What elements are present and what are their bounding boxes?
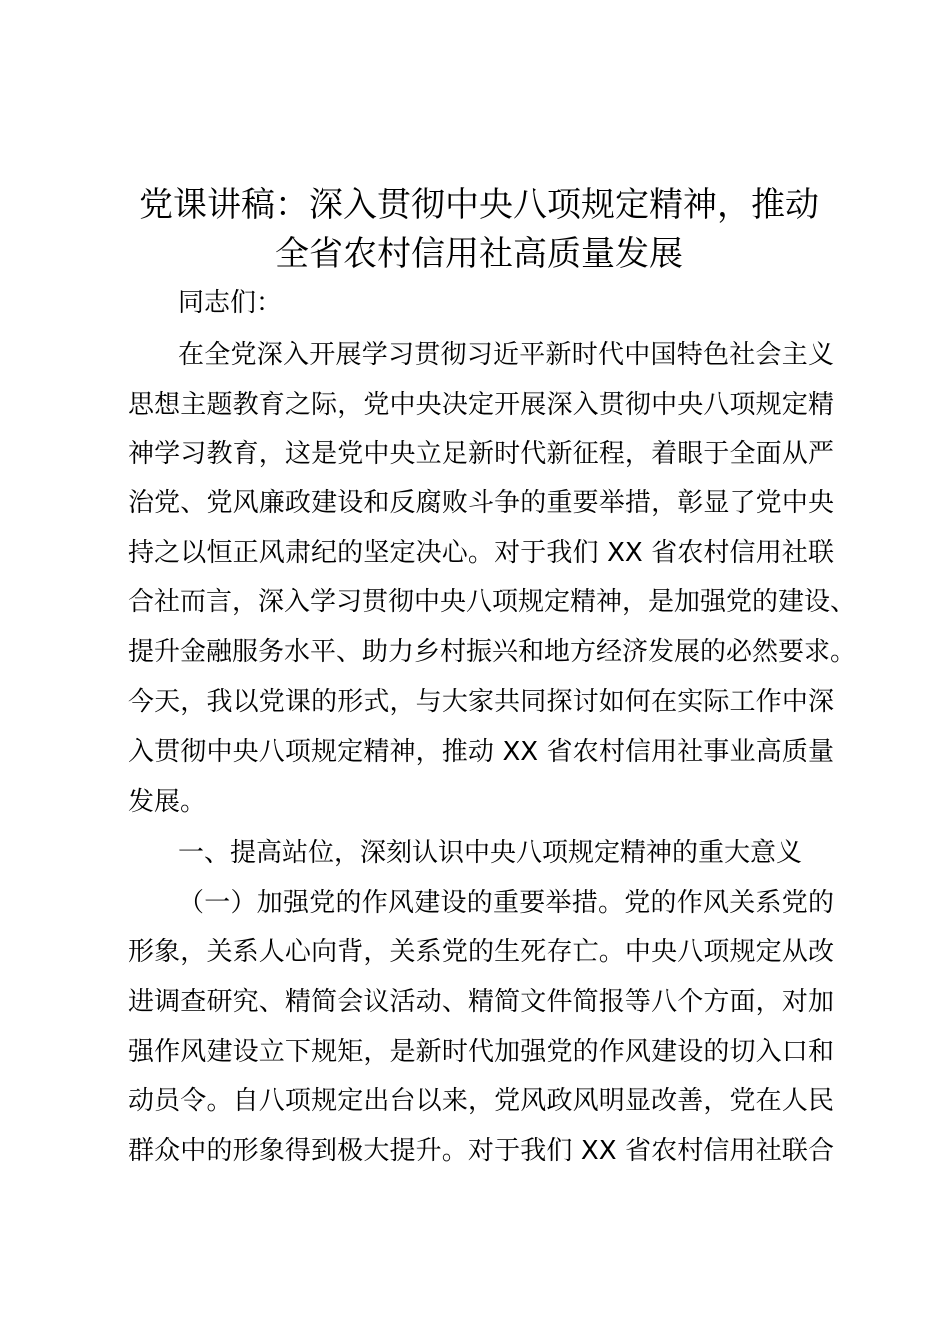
salutation: 同志们：	[178, 288, 283, 318]
subsection-line-4: 强作风建设立下规矩，是新时代加强党的作风建设的切入口和	[128, 1037, 834, 1067]
intro-line-10: 发展。	[128, 787, 207, 817]
subsection-line-2: 形象，关系人心向背，关系党的生死存亡。中央八项规定从改	[128, 937, 834, 967]
intro-line-9: 入贯彻中央八项规定精神，推动 XX 省农村信用社事业高质量	[128, 737, 834, 767]
intro-line-3: 神学习教育，这是党中央立足新时代新征程，着眼于全面从严	[128, 439, 834, 469]
intro-line-5: 持之以恒正风肃纪的坚定决心。对于我们 XX 省农村信用社联	[128, 538, 834, 568]
intro-line-2: 思想主题教育之际，党中央决定开展深入贯彻中央八项规定精	[128, 390, 834, 420]
intro-line-1: 在全党深入开展学习贯彻习近平新时代中国特色社会主义	[178, 340, 834, 370]
intro-line-6: 合社而言，深入学习贯彻中央八项规定精神，是加强党的建设、	[128, 587, 857, 617]
document-title-line-1: 党课讲稿：深入贯彻中央八项规定精神，推动	[139, 185, 819, 225]
subsection-line-5: 动员令。自八项规定出台以来，党风政风明显改善，党在人民	[128, 1086, 834, 1116]
subsection-line-3: 进调查研究、精简会议活动、精简文件简报等八个方面，对加	[128, 987, 834, 1017]
subsection-line-6: 群众中的形象得到极大提升。对于我们 XX 省农村信用社联合	[128, 1136, 834, 1166]
intro-line-4: 治党、党风廉政建设和反腐败斗争的重要举措，彰显了党中央	[128, 488, 834, 518]
subsection-line-1: （一）加强党的作风建设的重要举措。党的作风关系党的	[178, 888, 834, 918]
intro-line-8: 今天，我以党课的形式，与大家共同探讨如何在实际工作中深	[128, 687, 834, 717]
intro-line-7: 提升金融服务水平、助力乡村振兴和地方经济发展的必然要求。	[128, 637, 857, 667]
document-title-line-2: 全省农村信用社高质量发展	[275, 234, 683, 274]
section-heading: 一、提高站位，深刻认识中央八项规定精神的重大意义	[178, 838, 803, 868]
